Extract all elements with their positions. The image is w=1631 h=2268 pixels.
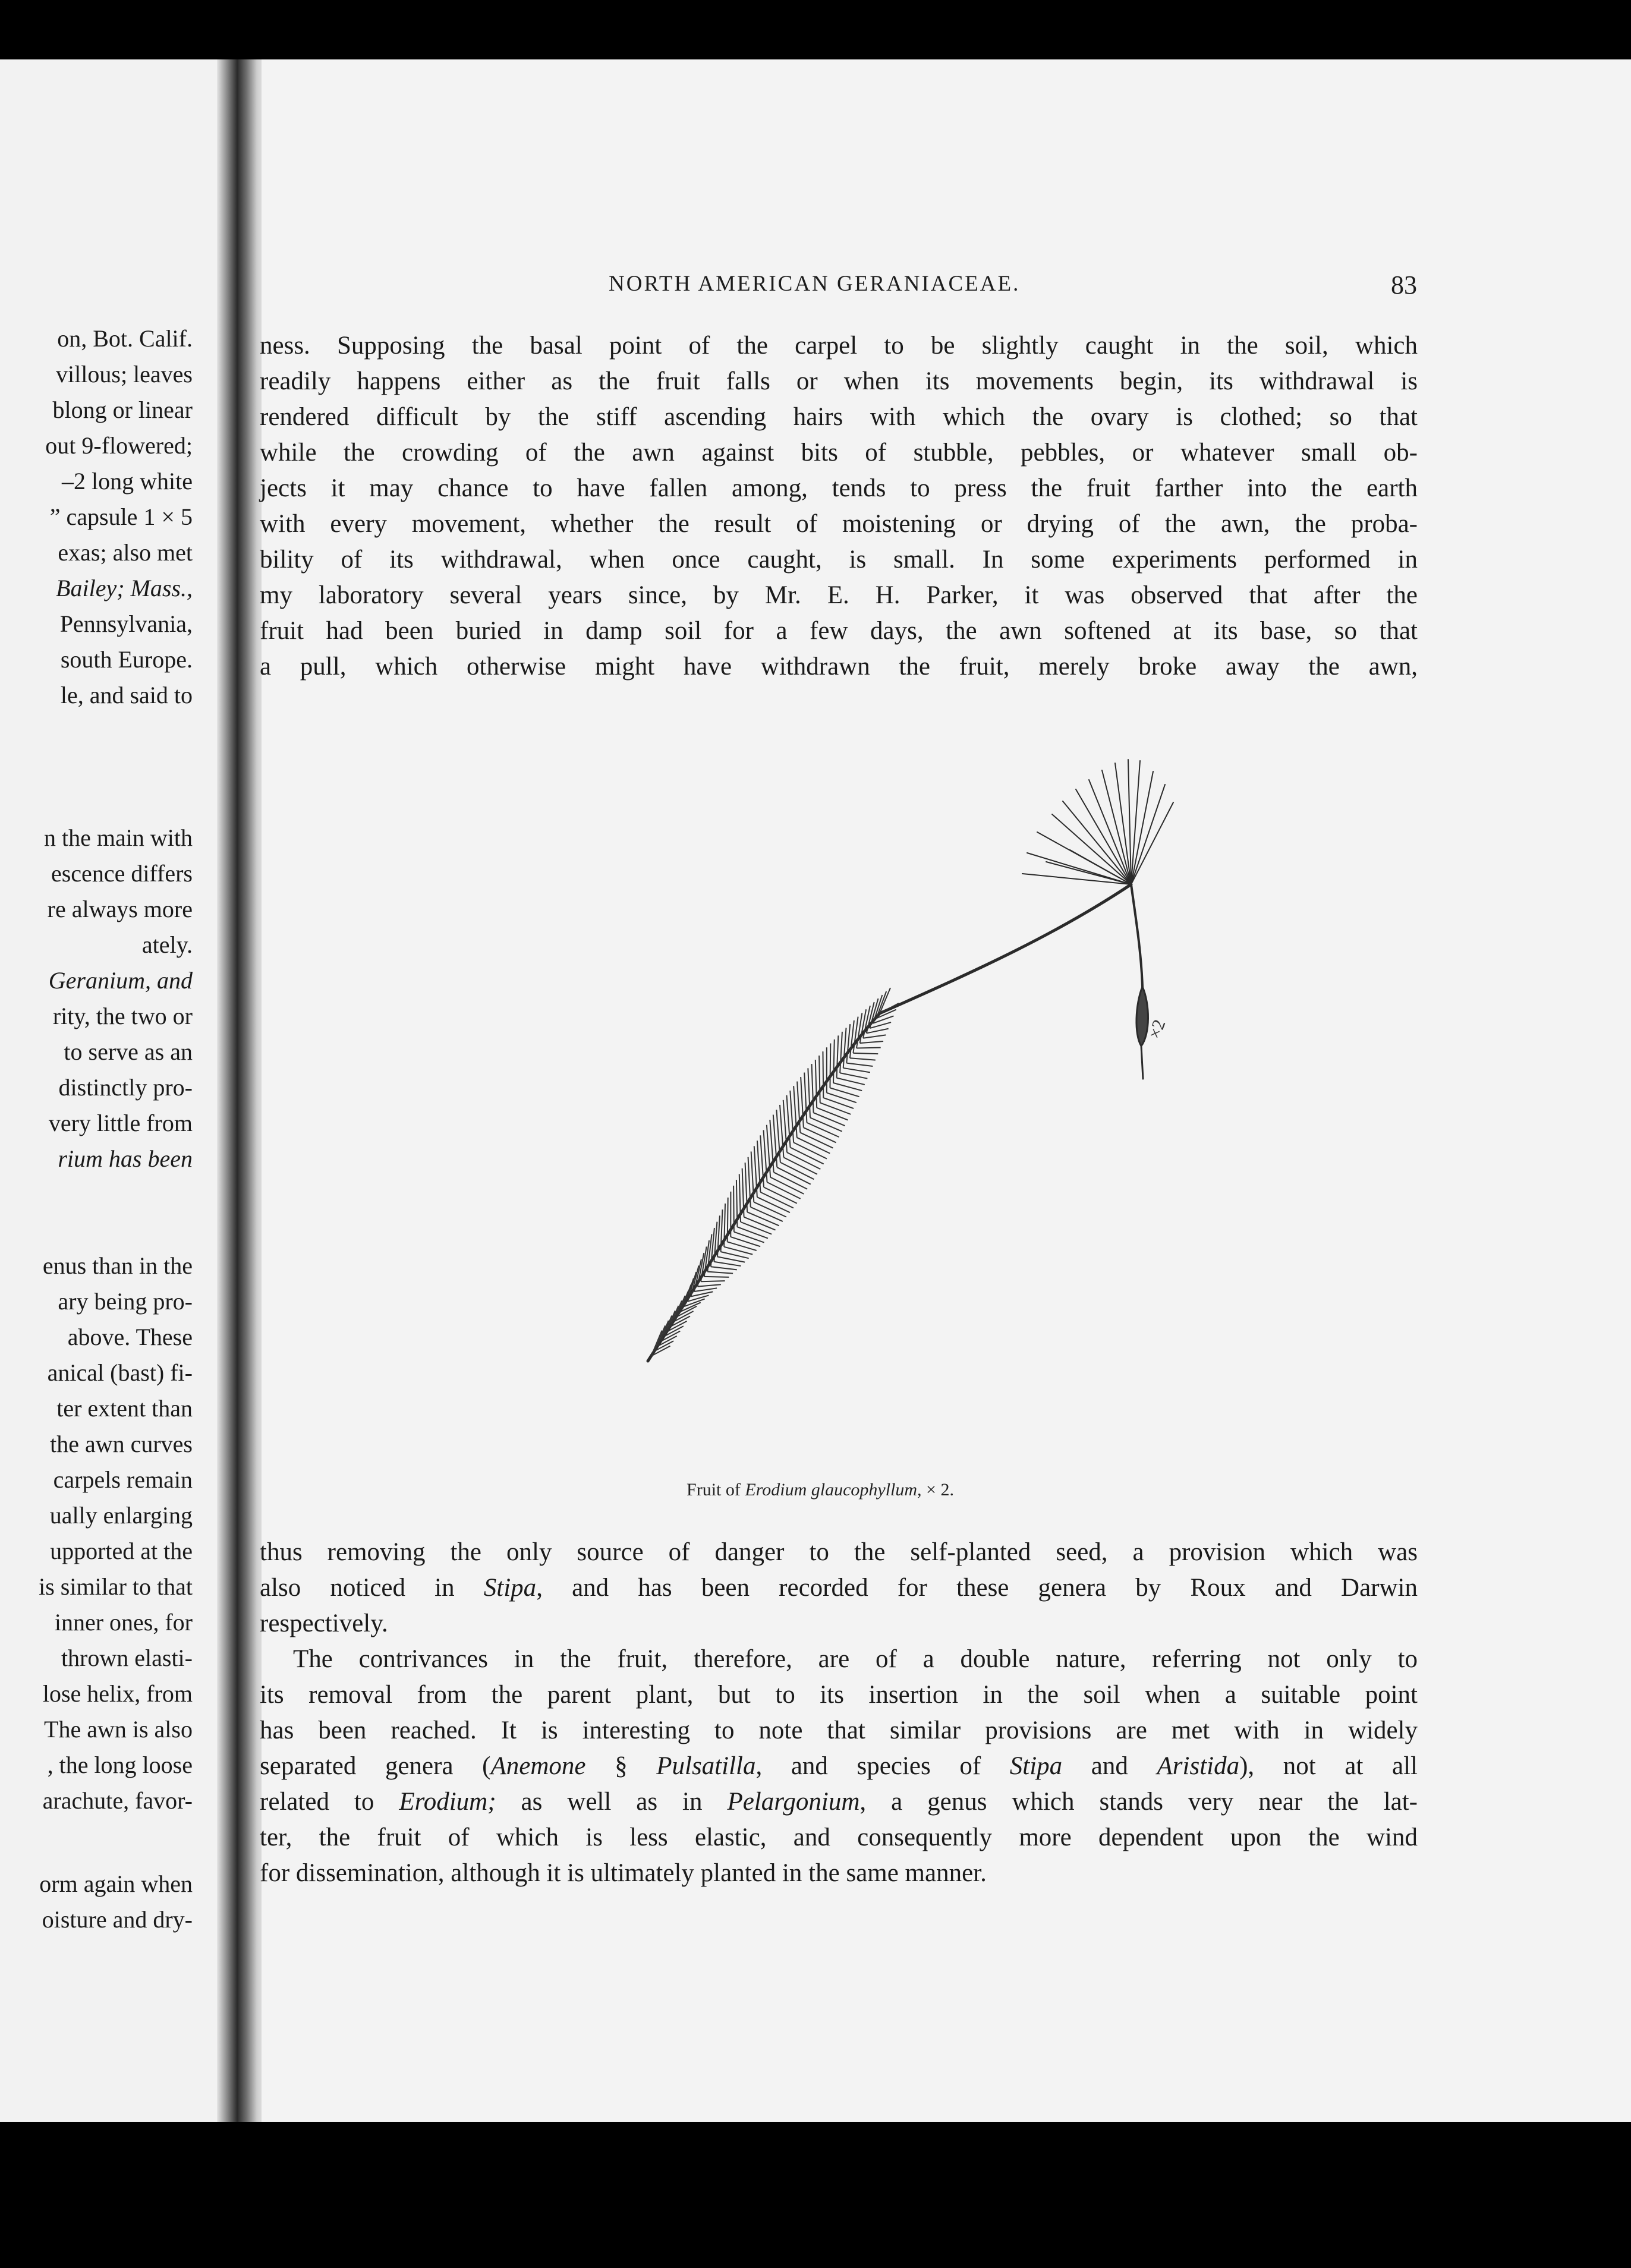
plume-hair: [675, 1296, 685, 1321]
plume-hair: [812, 1064, 814, 1113]
plume-hair: [880, 1003, 899, 1013]
left-line: The awn is also: [44, 1716, 193, 1743]
body-line: The contrivances in the fruit, therefore, are of a double nature, referring not only to: [293, 1645, 1418, 1673]
plume-hair: [737, 1227, 768, 1238]
text-span: , a genus which stands very near the lat-: [859, 1788, 1418, 1816]
plume-hair: [850, 1058, 876, 1060]
left-line: –2 long white: [62, 468, 193, 494]
left-line: carpels remain: [53, 1466, 193, 1493]
left-line: anical (bast) fi-: [47, 1359, 193, 1386]
body-line: with every movement, whether the result of moistening or drying of the awn, the proba-: [260, 510, 1418, 538]
plume-hair: [820, 1102, 851, 1114]
text-italic: Pulsatilla: [656, 1752, 756, 1780]
plume-hair: [707, 1272, 733, 1274]
plume-hair: [751, 1207, 783, 1221]
plume-hair: [819, 1056, 820, 1102]
body-line: respectively.: [260, 1609, 388, 1637]
body-line: for dissemination, although it is ultimately planted in the same manner.: [260, 1859, 987, 1887]
plume-hair: [744, 1217, 776, 1230]
plume-hair: [741, 1222, 772, 1234]
left-line: the awn curves: [50, 1431, 193, 1457]
text-italic: Anemone: [490, 1752, 586, 1780]
text-italic: Stipa: [483, 1574, 537, 1602]
plume-hair: [767, 1182, 801, 1199]
text-span: , and species of: [755, 1752, 1010, 1780]
plume-hair: [817, 1108, 848, 1120]
left-line: ately.: [141, 931, 193, 958]
left-line: , the long loose: [47, 1752, 193, 1778]
figure-caption: [612, 1480, 1028, 1500]
left-line: inner ones, for: [54, 1609, 193, 1636]
plume-hair: [694, 1288, 717, 1292]
body-line: fruit had been buried in damp soil for a few days, the awn softened at its base, so that: [260, 617, 1418, 645]
left-line: ually enlarging: [49, 1502, 193, 1529]
plume-hairs: [651, 988, 899, 1356]
left-line: upported at the: [50, 1538, 193, 1564]
plume-hair: [791, 1148, 824, 1164]
left-line: south Europe.: [60, 646, 193, 673]
text-span: and: [1062, 1752, 1157, 1780]
plume-hair: [731, 1237, 760, 1246]
plume-hair: [760, 1192, 793, 1208]
left-line: on, Bot. Calif.: [57, 325, 193, 352]
plume-hair: [678, 1291, 688, 1316]
text-italic: Aristida: [1157, 1752, 1240, 1780]
left-line: le, and said to: [60, 682, 193, 708]
plume-hair: [711, 1267, 737, 1270]
left-line: is similar to that: [39, 1573, 193, 1600]
plume-hair: [804, 1127, 836, 1142]
text-span: separated genera (: [260, 1752, 491, 1780]
body-line: ness. Supposing the basal point of the carpel to be slightly caught in the soil, which: [260, 332, 1418, 360]
caption-prefix: Fruit of: [687, 1480, 741, 1500]
plume-hair: [867, 1029, 889, 1034]
body-line: thus removing the only source of danger to the self-planted seed, a provision which was: [260, 1538, 1418, 1566]
plume-hair: [734, 1232, 764, 1243]
plume-hair: [840, 1032, 842, 1073]
plume-hair: [733, 1186, 734, 1232]
plume-hair: [837, 1035, 839, 1078]
plume-hair: [787, 1152, 820, 1169]
plume-hair: [843, 1068, 870, 1072]
running-header: [609, 271, 1417, 301]
left-line: lose helix, from: [42, 1680, 193, 1707]
plume-hair: [860, 1041, 883, 1043]
erodium-fruit-illustration: [452, 737, 1224, 1468]
body-line: while the crowding of the awn against bits of stubble, pebbles, or whatever small ob-: [260, 439, 1418, 467]
plume-hair: [810, 1118, 842, 1132]
left-line: orm again when: [39, 1870, 193, 1897]
body-line: my laboratory several years since, by Mr. E. H. Parker, it was observed that after the: [260, 581, 1418, 609]
left-line: re always more: [47, 896, 193, 922]
plume-hair: [691, 1292, 713, 1296]
plume-hair: [823, 1098, 854, 1108]
plume-hair: [698, 1284, 721, 1286]
body-line: ter, the fruit of which is less elastic, and consequently more dependent upon the wind: [260, 1823, 1418, 1851]
figure-magnification-label: ×2: [1144, 1017, 1170, 1042]
left-line: above. These: [67, 1324, 193, 1350]
plume-hair: [863, 1035, 886, 1038]
text-italic: Erodium;: [399, 1788, 496, 1816]
plume-hair: [764, 1187, 797, 1204]
left-line: escence differs: [51, 860, 193, 887]
body-line: its removal from the parent plant, but to its insertion in the soil when a suitable point: [260, 1681, 1418, 1709]
left-line: Geranium, and: [48, 967, 193, 994]
text-span: as well as in: [496, 1788, 728, 1816]
text-span: related to: [260, 1788, 399, 1816]
plume-hair: [797, 1138, 830, 1154]
left-line: villous; leaves: [56, 361, 193, 388]
body-line: bility of its withdrawal, when once caught, is small. In some experiments performed in: [260, 546, 1418, 574]
left-line: to serve as an: [64, 1038, 193, 1065]
text-span: ), not at all: [1239, 1752, 1418, 1780]
plume-hair: [757, 1197, 790, 1212]
plume-hair: [833, 1040, 835, 1083]
left-line: enus than in the: [42, 1252, 193, 1279]
body-line: [260, 1753, 1418, 1779]
running-header-title: NORTH AMERICAN GERANIACEAE.: [609, 272, 1021, 296]
left-line: very little from: [48, 1110, 193, 1136]
left-line: rity, the two or: [52, 1003, 193, 1029]
caption-species: Erodium glaucophyllum,: [745, 1480, 922, 1500]
body-line: [260, 1789, 1418, 1815]
left-page-fragment: [0, 59, 233, 2122]
left-line: rium has been: [58, 1145, 193, 1172]
plume-hair: [783, 1157, 817, 1174]
body-line: has been reached. It is interesting to note that similar provisions are met with in widely: [260, 1716, 1418, 1744]
left-line: distinctly pro-: [58, 1074, 193, 1101]
plume-hair: [833, 1083, 862, 1091]
left-line: n the main with: [44, 824, 193, 851]
text-span: also noticed in: [260, 1574, 484, 1602]
plume-hair: [717, 1257, 745, 1262]
left-line: Bailey; Mass.,: [56, 575, 193, 601]
caption-magnification: × 2.: [926, 1480, 954, 1500]
left-line: exas; also met: [58, 539, 193, 566]
plume-hair: [777, 1167, 810, 1184]
plume-hair: [770, 1177, 804, 1194]
text-span: , and has been recorded for these genera by Roux and Darwin: [536, 1574, 1418, 1602]
body-line: jects it may chance to have fallen among, tends to press the fruit farther into the earth: [260, 474, 1418, 502]
text-span: §: [585, 1752, 657, 1780]
plume-hair: [814, 1113, 845, 1126]
plume-hair: [754, 1202, 786, 1217]
left-line: ter extent than: [56, 1395, 193, 1422]
plume-hair: [837, 1078, 865, 1085]
text-italic: Stipa: [1009, 1752, 1063, 1780]
body-line: rendered difficult by the stiff ascending hairs with which the ovary is clothed; so that: [260, 403, 1418, 431]
left-line: oisture and dry-: [42, 1906, 193, 1933]
plume-hair: [780, 1163, 814, 1179]
left-line: thrown elasti-: [61, 1645, 193, 1671]
plume-hair: [843, 1028, 846, 1067]
plume-hair: [807, 1123, 839, 1137]
left-line: Pennsylvania,: [59, 610, 193, 637]
plume-hair: [747, 1212, 779, 1226]
body-line: [260, 1575, 1418, 1601]
plume-hair: [774, 1172, 807, 1189]
text-italic: Pelargonium: [727, 1788, 860, 1816]
plume-hair: [853, 1053, 878, 1054]
page-number: 83: [1391, 270, 1417, 300]
left-line: arachute, favor-: [42, 1787, 193, 1814]
plume-hair: [671, 1301, 682, 1327]
body-line: readily happens either as the fruit falls or when its movements begin, its withdrawal is: [260, 367, 1418, 395]
left-line: ” capsule 1 × 5: [49, 503, 193, 530]
plume-hair: [846, 1063, 873, 1066]
plume-hair: [840, 1073, 867, 1078]
plume-hair: [800, 1133, 833, 1148]
plume-hair: [794, 1142, 827, 1158]
left-line: ary being pro-: [58, 1288, 193, 1315]
left-line: blong or linear: [52, 396, 193, 423]
left-line: out 9-flowered;: [45, 432, 193, 459]
body-line: a pull, which otherwise might have withdrawn the fruit, merely broke away the awn,: [260, 653, 1418, 681]
plume-hair: [714, 1262, 741, 1266]
plume-hair: [816, 1060, 817, 1108]
